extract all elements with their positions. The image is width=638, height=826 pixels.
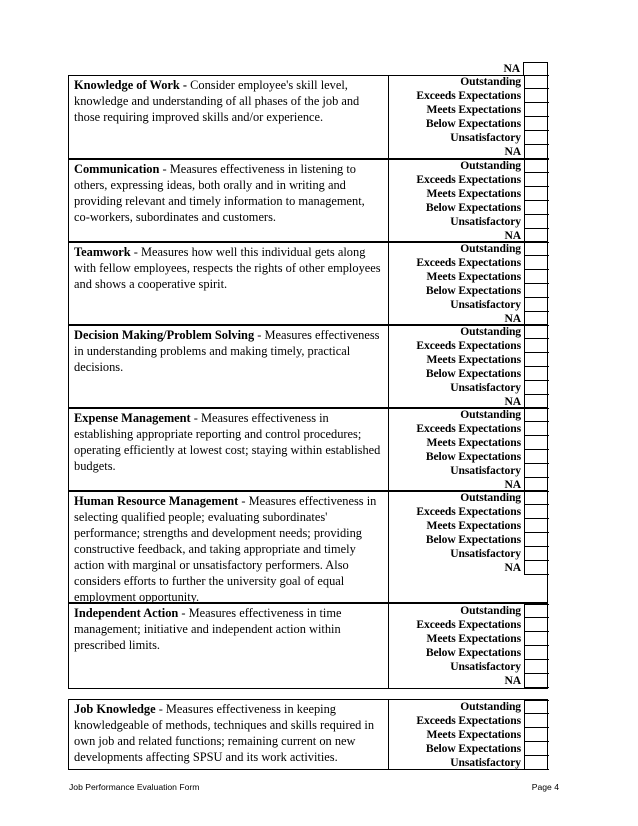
top-na-label: NA xyxy=(503,62,520,75)
rating-checkbox[interactable] xyxy=(524,618,549,632)
rating-row xyxy=(389,408,549,422)
rating-options xyxy=(389,76,549,158)
rating-checkbox[interactable] xyxy=(524,660,549,674)
rating-row xyxy=(389,700,549,714)
rating-label: Below Expectations xyxy=(425,117,521,130)
rating-checkbox[interactable] xyxy=(524,450,549,464)
section-description: - Measures effectiveness in time management; initiative and independent action within prescribed limits. xyxy=(74,606,342,652)
rating-row xyxy=(389,714,549,728)
rating-label: Exceeds Expectations xyxy=(416,89,521,102)
rating-checkbox[interactable] xyxy=(524,131,549,145)
rating-row xyxy=(389,519,549,533)
rating-row xyxy=(389,533,549,547)
rating-checkbox[interactable] xyxy=(524,339,549,353)
rating-checkbox[interactable] xyxy=(524,632,549,646)
rating-label: NA xyxy=(504,674,521,687)
rating-row xyxy=(389,728,549,742)
section-title: Independent Action xyxy=(74,606,179,620)
rating-checkbox[interactable] xyxy=(524,408,549,422)
rating-checkbox[interactable] xyxy=(524,646,549,660)
rating-row xyxy=(389,103,549,117)
rating-label: NA xyxy=(504,478,521,491)
rating-checkbox[interactable] xyxy=(524,381,549,395)
rating-checkbox[interactable] xyxy=(524,756,549,770)
rating-row xyxy=(389,742,549,756)
rating-checkbox[interactable] xyxy=(524,742,549,756)
rating-checkbox[interactable] xyxy=(524,547,549,561)
rating-checkbox[interactable] xyxy=(524,270,549,284)
rating-label: Unsatisfactory xyxy=(450,298,521,311)
evaluation-section xyxy=(68,491,548,603)
rating-checkbox[interactable] xyxy=(524,728,549,742)
rating-checkbox[interactable] xyxy=(524,422,549,436)
rating-row xyxy=(389,674,549,688)
rating-checkbox[interactable] xyxy=(524,256,549,270)
rating-row xyxy=(389,491,549,505)
rating-checkbox[interactable] xyxy=(524,395,549,409)
section-criteria xyxy=(69,76,389,158)
rating-row xyxy=(389,201,549,215)
section-title: Teamwork xyxy=(74,245,131,259)
section-title: Human Resource Management xyxy=(74,494,239,508)
rating-row xyxy=(389,117,549,131)
rating-checkbox[interactable] xyxy=(524,436,549,450)
rating-checkbox[interactable] xyxy=(524,464,549,478)
rating-label: Below Expectations xyxy=(425,646,521,659)
section-description: - Measures effectiveness in listening to others, expressing ideas, both orally and in writing and providing relevant and timely information to management, co-workers, subordinates and customers. xyxy=(74,162,365,224)
rating-checkbox[interactable] xyxy=(524,312,549,326)
rating-checkbox[interactable] xyxy=(524,353,549,367)
rating-checkbox[interactable] xyxy=(524,519,549,533)
rating-label: Unsatisfactory xyxy=(450,464,521,477)
rating-row xyxy=(389,561,549,575)
rating-label: Outstanding xyxy=(460,159,521,172)
rating-row xyxy=(389,89,549,103)
rating-checkbox[interactable] xyxy=(524,533,549,547)
rating-label: Exceeds Expectations xyxy=(416,505,521,518)
rating-options xyxy=(389,160,549,241)
rating-checkbox[interactable] xyxy=(524,229,549,243)
rating-checkbox[interactable] xyxy=(524,325,549,339)
rating-row xyxy=(389,756,549,770)
rating-label: Outstanding xyxy=(460,325,521,338)
rating-label: Meets Expectations xyxy=(426,728,521,741)
section-description: - Measures effectiveness in establishing appropriate reporting and control procedures; operating efficiently at lowest cost; staying within established budgets. xyxy=(74,411,381,473)
section-description: - Measures effectiveness in understanding problems and making timely, practical decisions. xyxy=(74,328,380,374)
section-description: Consider employee's skill level, knowledge and understanding of all phases of the job and those requiring improved skills and/or experience. xyxy=(74,78,360,124)
evaluation-section xyxy=(68,242,548,325)
rating-checkbox[interactable] xyxy=(524,491,549,505)
section-description: - Measures effectiveness in selecting qualified people; evaluating subordinates' performance; strengths and development needs; providing constructive feedback, and taking appropriate and timely action with marginal or unsatisfactory performers. Also considers efforts to further the university goal of equal employment opportunity. xyxy=(74,494,377,604)
rating-options xyxy=(389,243,549,324)
rating-row xyxy=(389,505,549,519)
footer-page-number: Page 4 xyxy=(531,782,559,792)
section-criteria xyxy=(69,700,389,769)
rating-label: Outstanding xyxy=(460,700,521,713)
evaluation-section xyxy=(68,408,548,491)
rating-checkbox[interactable] xyxy=(524,145,549,159)
footer-form-title: Job Performance Evaluation Form xyxy=(69,782,200,792)
rating-label: Meets Expectations xyxy=(426,519,521,532)
rating-label: Meets Expectations xyxy=(426,187,521,200)
rating-options xyxy=(389,492,549,602)
rating-checkbox[interactable] xyxy=(524,284,549,298)
section-criteria xyxy=(69,160,389,241)
evaluation-section xyxy=(68,159,548,242)
rating-options xyxy=(389,604,549,688)
rating-checkbox[interactable] xyxy=(524,700,549,714)
rating-label: Below Expectations xyxy=(425,367,521,380)
rating-row xyxy=(389,187,549,201)
rating-row xyxy=(389,381,549,395)
section-title: Expense Management xyxy=(74,411,191,425)
rating-row xyxy=(389,159,549,173)
rating-label: Exceeds Expectations xyxy=(416,422,521,435)
section-criteria xyxy=(69,243,389,324)
rating-label: Unsatisfactory xyxy=(450,215,521,228)
rating-row xyxy=(389,618,549,632)
evaluation-section xyxy=(68,699,548,770)
rating-row xyxy=(389,660,549,674)
section-description: - Measures effectiveness in keeping knowledgeable of methods, techniques and skills required in own job and related functions; remaining current on new developments affecting SPSU and its work activities. xyxy=(74,702,375,764)
rating-checkbox[interactable] xyxy=(524,187,549,201)
rating-label: Meets Expectations xyxy=(426,436,521,449)
rating-label: Meets Expectations xyxy=(426,353,521,366)
rating-row xyxy=(389,646,549,660)
rating-label: NA xyxy=(504,145,521,158)
rating-label: Meets Expectations xyxy=(426,270,521,283)
rating-label: Exceeds Expectations xyxy=(416,714,521,727)
evaluation-section xyxy=(68,75,548,159)
rating-label: Below Expectations xyxy=(425,450,521,463)
rating-label: Exceeds Expectations xyxy=(416,339,521,352)
section-criteria xyxy=(69,492,389,602)
rating-row xyxy=(389,339,549,353)
rating-row xyxy=(389,145,549,159)
rating-label: Outstanding xyxy=(460,242,521,255)
rating-checkbox[interactable] xyxy=(524,367,549,381)
rating-label: Meets Expectations xyxy=(426,632,521,645)
rating-row xyxy=(389,284,549,298)
rating-checkbox[interactable] xyxy=(524,505,549,519)
rating-label: Unsatisfactory xyxy=(450,131,521,144)
rating-label: Unsatisfactory xyxy=(450,660,521,673)
rating-row xyxy=(389,464,549,478)
rating-row xyxy=(389,270,549,284)
rating-checkbox[interactable] xyxy=(524,298,549,312)
rating-label: NA xyxy=(504,229,521,242)
rating-checkbox[interactable] xyxy=(524,75,549,89)
rating-label: Below Expectations xyxy=(425,533,521,546)
rating-label: Outstanding xyxy=(460,408,521,421)
section-title: Communication xyxy=(74,162,160,176)
rating-label: Below Expectations xyxy=(425,201,521,214)
section-title: Job Knowledge xyxy=(74,702,156,716)
section-title: Knowledge of Work - xyxy=(74,78,188,92)
rating-label: NA xyxy=(504,561,521,574)
rating-checkbox[interactable] xyxy=(524,103,549,117)
section-title: Decision Making/Problem Solving xyxy=(74,328,255,342)
rating-row xyxy=(389,173,549,187)
rating-label: Outstanding xyxy=(460,604,521,617)
rating-checkbox[interactable] xyxy=(524,561,549,575)
rating-row xyxy=(389,367,549,381)
rating-row xyxy=(389,215,549,229)
rating-row xyxy=(389,131,549,145)
rating-label: Outstanding xyxy=(460,75,521,88)
rating-row xyxy=(389,242,549,256)
evaluation-section xyxy=(68,603,548,689)
rating-checkbox[interactable] xyxy=(524,478,549,492)
section-criteria xyxy=(69,409,389,490)
rating-label: NA xyxy=(504,312,521,325)
rating-row xyxy=(389,298,549,312)
rating-label: NA xyxy=(504,395,521,408)
rating-options xyxy=(389,409,549,490)
rating-checkbox[interactable] xyxy=(524,117,549,131)
section-criteria xyxy=(69,604,389,688)
rating-checkbox[interactable] xyxy=(524,89,549,103)
rating-checkbox[interactable] xyxy=(524,159,549,173)
rating-row xyxy=(389,229,549,243)
rating-checkbox[interactable] xyxy=(524,215,549,229)
rating-label: Outstanding xyxy=(460,491,521,504)
rating-row xyxy=(389,422,549,436)
rating-options xyxy=(389,326,549,407)
rating-label: Below Expectations xyxy=(425,742,521,755)
rating-label: Exceeds Expectations xyxy=(416,618,521,631)
rating-label: Unsatisfactory xyxy=(450,756,521,769)
rating-checkbox[interactable] xyxy=(524,201,549,215)
rating-checkbox[interactable] xyxy=(524,604,549,618)
top-na-checkbox[interactable] xyxy=(523,62,548,76)
rating-row xyxy=(389,478,549,492)
rating-label: Unsatisfactory xyxy=(450,547,521,560)
section-description: - Measures how well this individual gets along with fellow employees, respects the rights of other employees and shows a cooperative spirit. xyxy=(74,245,381,291)
rating-row xyxy=(389,436,549,450)
rating-checkbox[interactable] xyxy=(524,173,549,187)
section-criteria xyxy=(69,326,389,407)
rating-label: Unsatisfactory xyxy=(450,381,521,394)
rating-label: Exceeds Expectations xyxy=(416,256,521,269)
rating-row xyxy=(389,353,549,367)
rating-row xyxy=(389,395,549,409)
rating-row xyxy=(389,75,549,89)
rating-checkbox[interactable] xyxy=(524,242,549,256)
rating-row xyxy=(389,632,549,646)
rating-row xyxy=(389,325,549,339)
rating-row xyxy=(389,256,549,270)
rating-label: Below Expectations xyxy=(425,284,521,297)
rating-row xyxy=(389,450,549,464)
evaluation-section xyxy=(68,325,548,408)
rating-label: Exceeds Expectations xyxy=(416,173,521,186)
rating-row xyxy=(389,604,549,618)
rating-checkbox[interactable] xyxy=(524,714,549,728)
rating-options xyxy=(389,700,549,769)
rating-row xyxy=(389,312,549,326)
rating-checkbox[interactable] xyxy=(524,674,549,688)
rating-row xyxy=(389,547,549,561)
rating-label: Meets Expectations xyxy=(426,103,521,116)
top-na-row xyxy=(388,62,548,76)
